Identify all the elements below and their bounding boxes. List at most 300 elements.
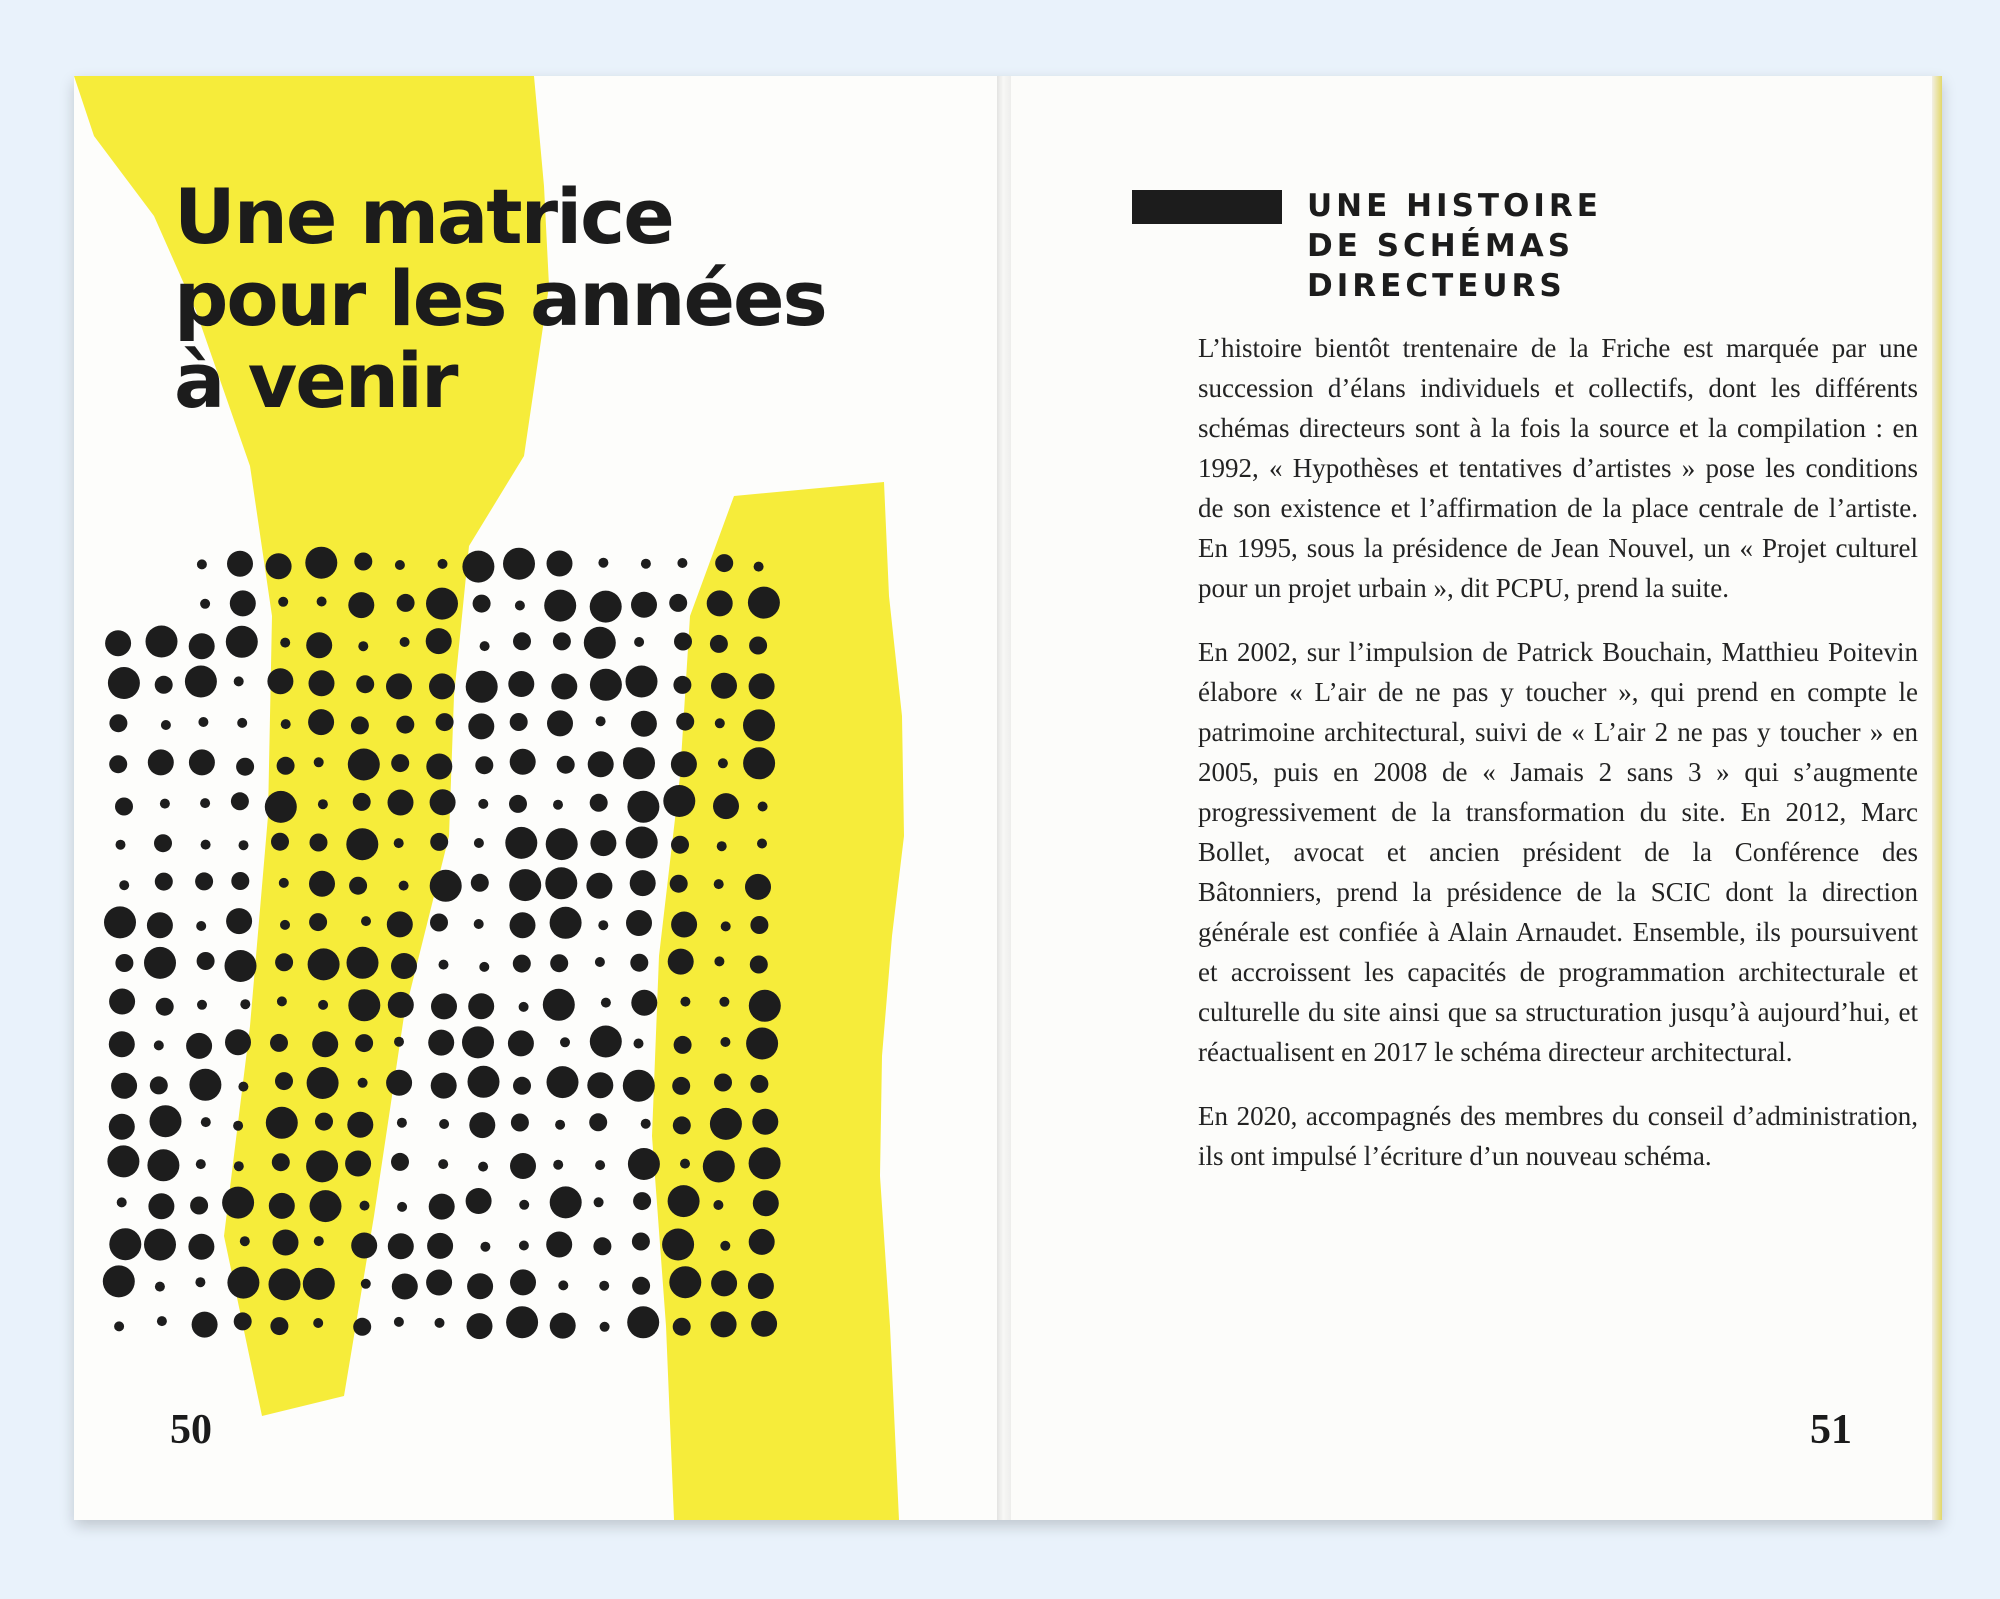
halftone-dot [711,673,737,699]
halftone-dot [109,1031,135,1057]
halftone-dot [508,671,534,697]
halftone-dot [590,794,608,812]
halftone-dot [749,1147,781,1179]
halftone-dot [278,597,288,607]
halftone-dot [358,1078,368,1088]
halftone-dot [587,1072,613,1098]
halftone-dot [234,676,244,686]
halftone-dot [317,597,327,607]
halftone-dot [397,1202,407,1212]
halftone-dot [109,1228,141,1260]
halftone-dot [519,1002,529,1012]
halftone-dot [234,1312,252,1330]
halftone-dot [353,1318,371,1336]
halftone-dot [551,674,577,700]
halftone-dot [395,560,405,570]
halftone-dot [394,1037,404,1047]
halftone-dot [473,595,491,613]
halftone-dot [754,562,764,572]
halftone-dot [715,554,733,572]
halftone-dot [189,633,215,659]
halftone-dot [752,1109,778,1135]
halftone-dot [509,869,541,901]
halftone-dot [627,791,659,823]
halftone-dot [673,676,691,694]
halftone-dot [226,626,258,658]
title-line-1: Une matrice [174,172,673,261]
halftone-dot [201,840,211,850]
halftone-dot [543,989,575,1021]
halftone-dot [351,716,369,734]
halftone-dot [156,998,174,1016]
halftone-dot [626,827,658,859]
halftone-dot [188,1234,214,1260]
halftone-dot [361,916,371,926]
halftone-dot [266,1107,298,1139]
halftone-dot [480,1242,490,1252]
halftone-dot [430,870,462,902]
halftone-dot [714,1074,732,1092]
halftone-dot [634,637,644,647]
halftone-dot [749,637,767,655]
halftone-dot [519,1200,529,1210]
halftone-dot [519,1241,529,1251]
paragraph-2: En 2002, sur l’impulsion de Patrick Bouchain, Matthieu Poitevin élabore « L’air de ne pas y toucher », qui prend en compte le patrimoine architectural, suivi de « L’air 2 ne pas y toucher » en 2005, puis en 2008 de « Jamais 2 sans 3 » qui s’augmente progressivement de la transformation du site. En 2012, Marc Bollet, avocat et ancien président de la Conférence des Bâtonniers, prend la présidence de la SCIC dont la direction générale est confiée à Alain Arnaudet. Ensemble, ils poursuivent et accroissent les capacités de programmation architecturale et culturelle du site ainsi que sa structuration jusqu’à aujourd’hui, et réactualisent en 2017 le schéma directeur architectural. [1198,637,1918,1067]
halftone-dot [388,1233,414,1259]
halftone-dot [103,1265,135,1297]
halftone-dot [557,756,575,774]
halftone-dot [349,877,367,895]
halftone-dot [239,840,249,850]
halftone-dot [310,1190,342,1222]
halftone-dot [391,754,409,772]
halftone-dot [672,1077,690,1095]
halftone-dot [155,873,173,891]
halftone-dot [358,641,368,651]
halftone-dot [430,833,448,851]
halftone-dot [546,1232,572,1258]
halftone-dot [386,1070,412,1096]
halftone-dot [630,870,656,896]
halftone-dot [269,1268,301,1300]
halftone-dot [353,793,371,811]
halftone-dot [430,914,448,932]
halftone-dot [200,798,210,808]
halftone-dot [599,1281,609,1291]
halftone-dot [628,1148,660,1180]
halftone-dot [267,668,293,694]
halftone-dot [673,1116,691,1134]
halftone-dot [240,1236,250,1246]
halftone-dot [515,601,525,611]
halftone-dot [474,919,484,929]
halftone-dot [713,1200,723,1210]
halftone-dot [201,1117,211,1127]
halftone-dot [400,637,410,647]
halftone-dot [391,953,417,979]
halftone-dot [671,751,697,777]
halftone-dot [428,1030,454,1056]
halftone-dot [710,635,728,653]
halftone-dot [265,791,297,823]
halftone-dot [662,1229,694,1261]
halftone-dot [269,1193,295,1219]
halftone-dot [430,789,456,815]
halftone-dot [387,911,413,937]
halftone-dot [312,1031,338,1057]
halftone-dot [680,1159,690,1169]
halftone-dot [748,587,780,619]
halftone-dot [222,1187,254,1219]
halftone-dot [598,558,608,568]
halftone-dot [436,713,454,731]
halftone-dot [466,1188,492,1214]
halftone-dot [714,956,724,966]
halftone-dot [674,633,692,651]
halftone-dot [623,1070,655,1102]
halftone-dot [720,1037,730,1047]
halftone-dot [749,1229,775,1255]
halftone-dot [197,559,207,569]
halftone-dot [513,955,531,973]
halftone-dot [438,559,448,569]
halftone-dot [109,714,127,732]
paragraph-3: En 2020, accompagnés des membres du conseil d’administration, ils ont impulsé l’écriture d’un nouveau schéma. [1198,1101,1918,1171]
section-heading [1307,186,1602,306]
halftone-dot [348,749,380,781]
halftone-dot [399,881,409,891]
halftone-dot [641,559,651,569]
left-page [74,76,1001,1520]
page-number-right: 51 [1810,1407,1852,1453]
halftone-dot [462,1026,494,1058]
halftone-dot [468,1066,500,1098]
halftone-dot [190,1197,208,1215]
halftone-dot [547,710,573,736]
halftone-dot [711,1311,737,1337]
halftone-dot [641,1119,651,1129]
halftone-dot [590,591,622,623]
halftone-dot [309,670,335,696]
halftone-dot [547,1066,579,1098]
halftone-dot [474,838,484,848]
halftone-dot [598,920,608,930]
halftone-dot [154,1040,164,1050]
halftone-dot [462,551,494,583]
halftone-dot [275,1072,293,1090]
halftone-dot [508,1030,534,1056]
halftone-dot [595,1160,605,1170]
halftone-dot [115,798,133,816]
halftone-dot [513,632,531,650]
halftone-dot [351,1233,377,1259]
halftone-dot [555,1120,565,1130]
halftone-dot [544,590,576,622]
halftone-dot [396,716,414,734]
halftone-dot [313,1318,323,1328]
halftone-dot [746,1028,778,1060]
halftone-dot [478,1162,488,1172]
halftone-dot [348,592,374,618]
halftone-dot [467,1313,493,1339]
halftone-dot [674,1036,692,1054]
halftone-dot [105,630,131,656]
halftone-dot [550,907,582,939]
halftone-dot [590,1026,622,1058]
halftone-dot [511,1114,529,1132]
halftone-dot [345,1151,371,1177]
halftone-dot [391,1153,409,1171]
halftone-dot [314,1236,324,1246]
halftone-dot [147,912,173,938]
halftone-dot [480,641,490,651]
halftone-dot [478,799,488,809]
halftone-dot [431,993,457,1019]
halftone-dot [467,1273,493,1299]
halftone-dot [427,1233,453,1259]
halftone-dot [227,1267,259,1299]
halftone-dot [596,716,606,726]
halftone-dot [626,666,658,698]
halftone-dot [361,1279,371,1289]
halftone-dot [757,839,767,849]
halftone-dot [553,632,571,650]
halftone-dot [600,1322,610,1332]
halftone-dot [748,1273,774,1299]
halftone-dot [626,910,652,936]
halftone-dot [668,1185,700,1217]
halftone-dot [281,719,291,729]
halftone-dot [270,1034,288,1052]
halftone-dot [237,718,247,728]
halftone-dot [355,1034,373,1052]
halftone-dot [426,588,458,620]
halftone-dot [117,1197,127,1207]
halftone-dot [431,1073,457,1099]
halftone-dot [388,790,414,816]
halftone-dot [360,1201,370,1211]
halftone-dot [315,1113,333,1131]
halftone-dot [236,758,254,776]
halftone-dot [109,989,135,1015]
halftone-dot [226,908,252,934]
halftone-dot [279,878,289,888]
halftone-dot [505,827,537,859]
halftone-dot [670,875,688,893]
halftone-dot [668,949,694,975]
halftone-dot [510,713,528,731]
halftone-dot [397,594,415,612]
halftone-dot [718,758,728,768]
halftone-dot [426,754,452,780]
halftone-dot [426,1270,452,1296]
halftone-dot [303,1268,335,1300]
halftone-dot [107,1145,139,1177]
halftone-dot [185,666,217,698]
halftone-dot [743,709,775,741]
halftone-dot [225,1029,251,1055]
halftone-dot [590,830,616,856]
halftone-dot [200,599,210,609]
halftone-dot [627,1306,659,1338]
halftone-dot [233,1121,243,1131]
halftone-dot [758,802,768,812]
halftone-dot [750,916,768,934]
halftone-dot [305,547,337,579]
halftone-dot [669,594,687,612]
halftone-dot [545,867,577,899]
halftone-dot [186,1033,212,1059]
halftone-dot [590,669,622,701]
halftone-dot [234,1161,244,1171]
halftone-dot [273,1230,299,1256]
halftone-dot [438,1159,448,1169]
heading-bar [1132,190,1282,224]
halftone-dot [104,906,136,938]
halftone-dot [161,720,171,730]
halftone-dot [157,1316,167,1326]
halftone-dot [146,626,178,658]
halftone-dot [510,749,536,775]
halftone-dot [148,749,174,775]
halftone-dot [673,1318,691,1336]
halftone-dot [109,755,127,773]
halftone-dot [719,997,729,1007]
halftone-dot [631,711,657,737]
right-page [1001,76,1942,1520]
halftone-dot [196,921,206,931]
halftone-dot [707,590,733,616]
halftone-dot [426,628,452,654]
halftone-dot [277,996,287,1006]
halftone-dot [308,709,334,735]
halftone-dot [347,947,379,979]
heading-line-3: DIRECTEURS [1307,268,1566,304]
heading-line-1: UNE HISTOIRE [1307,188,1602,224]
halftone-dot [225,950,257,982]
halftone-dot [318,799,328,809]
halftone-dot [439,960,449,970]
halftone-dot [429,1194,455,1220]
halftone-dot [595,957,605,967]
halftone-dot [144,947,176,979]
halftone-dot [588,751,614,777]
halftone-dot [466,671,498,703]
halftone-dot [547,551,573,577]
halftone-dot [676,713,694,731]
halftone-dot [310,834,328,852]
halftone-dot [155,676,173,694]
halftone-dot [114,1321,124,1331]
halftone-dot [749,673,775,699]
halftone-dot [386,673,412,699]
halftone-dot [266,553,292,579]
halftone-dot [108,667,140,699]
halftone-dot [715,718,725,728]
halftone-dot [632,1233,650,1251]
halftone-dot [623,747,655,779]
halftone-dot [318,1000,328,1010]
halftone-dot [388,992,414,1018]
halftone-dot [429,673,455,699]
halftone-dot [721,921,731,931]
halftone-dot [710,1108,742,1140]
halftone-dot [546,828,578,860]
halftone-dot [309,913,327,931]
halftone-dot [111,1073,137,1099]
halftone-dot [189,749,215,775]
halftone-dot [669,1266,701,1298]
halftone-dot [510,1153,536,1179]
halftone-dot [671,836,689,854]
halftone-dot [630,954,648,972]
halftone-dot [749,990,781,1022]
halftone-dot [663,785,695,817]
halftone-dot [275,953,293,971]
halftone-dot [197,952,215,970]
halftone-dot [713,793,739,819]
halftone-dot [553,800,563,810]
halftone-dot [550,954,568,972]
halftone-dot [155,1282,165,1292]
halftone-dot [271,833,289,851]
page-number-left: 50 [170,1407,212,1453]
halftone-dot [560,1037,570,1047]
halftone-dot [272,1153,290,1171]
halftone-dot [510,912,536,938]
halftone-dot [750,1075,768,1093]
halftone-dot [230,590,256,616]
halftone-dot [240,999,250,1009]
halftone-dot [347,1112,373,1138]
halftone-dot [115,954,133,972]
halftone-dot [198,717,208,727]
halftone-dot [314,757,324,767]
halftone-dot [356,675,374,693]
halftone-dot [751,1311,777,1337]
halftone-dot [550,1313,576,1339]
halftone-dot [195,1277,205,1287]
halftone-dot [631,592,657,618]
halftone-dot [119,880,129,890]
halftone-dot [468,713,494,739]
halftone-dot [601,998,611,1008]
halftone-dot [469,1112,495,1138]
halftone-dot [144,1229,176,1261]
halftone-dot [189,1069,221,1101]
halftone-dot [308,948,340,980]
halftone-dot [231,872,249,890]
page-edge [1932,76,1942,1520]
halftone-dot [147,1149,179,1181]
halftone-dot [510,1269,536,1295]
halftone-dot [743,747,775,779]
halftone-dot [593,1237,611,1255]
halftone-dot [717,841,727,851]
halftone-dot [116,840,126,850]
halftone-dot [195,872,213,890]
halftone-dot [468,993,494,1019]
body-text [1198,328,1918,1200]
halftone-dot [192,1312,218,1338]
halftone-dot [160,799,170,809]
paragraph-1: L’histoire bientôt trentenaire de la Friche est marquée par une succession d’élans individuels et collectifs, dont les différents schémas directeurs sont à la fois la source et la compilation : en 1992, « Hypothèses et tentatives d’artistes » pose les conditions de son existence et l’affirmation de la place centrale de l’artiste. En 1995, sous la présidence de Jean Nouvel, un « Projet culturel pour un projet urbain », dit PCPU, prend la suite. [1198,333,1918,603]
title-line-2: pour les années [174,254,826,343]
halftone-dot [479,962,489,972]
halftone-dot [671,912,697,938]
halftone-dot [631,990,657,1016]
halftone-dot [394,838,404,848]
